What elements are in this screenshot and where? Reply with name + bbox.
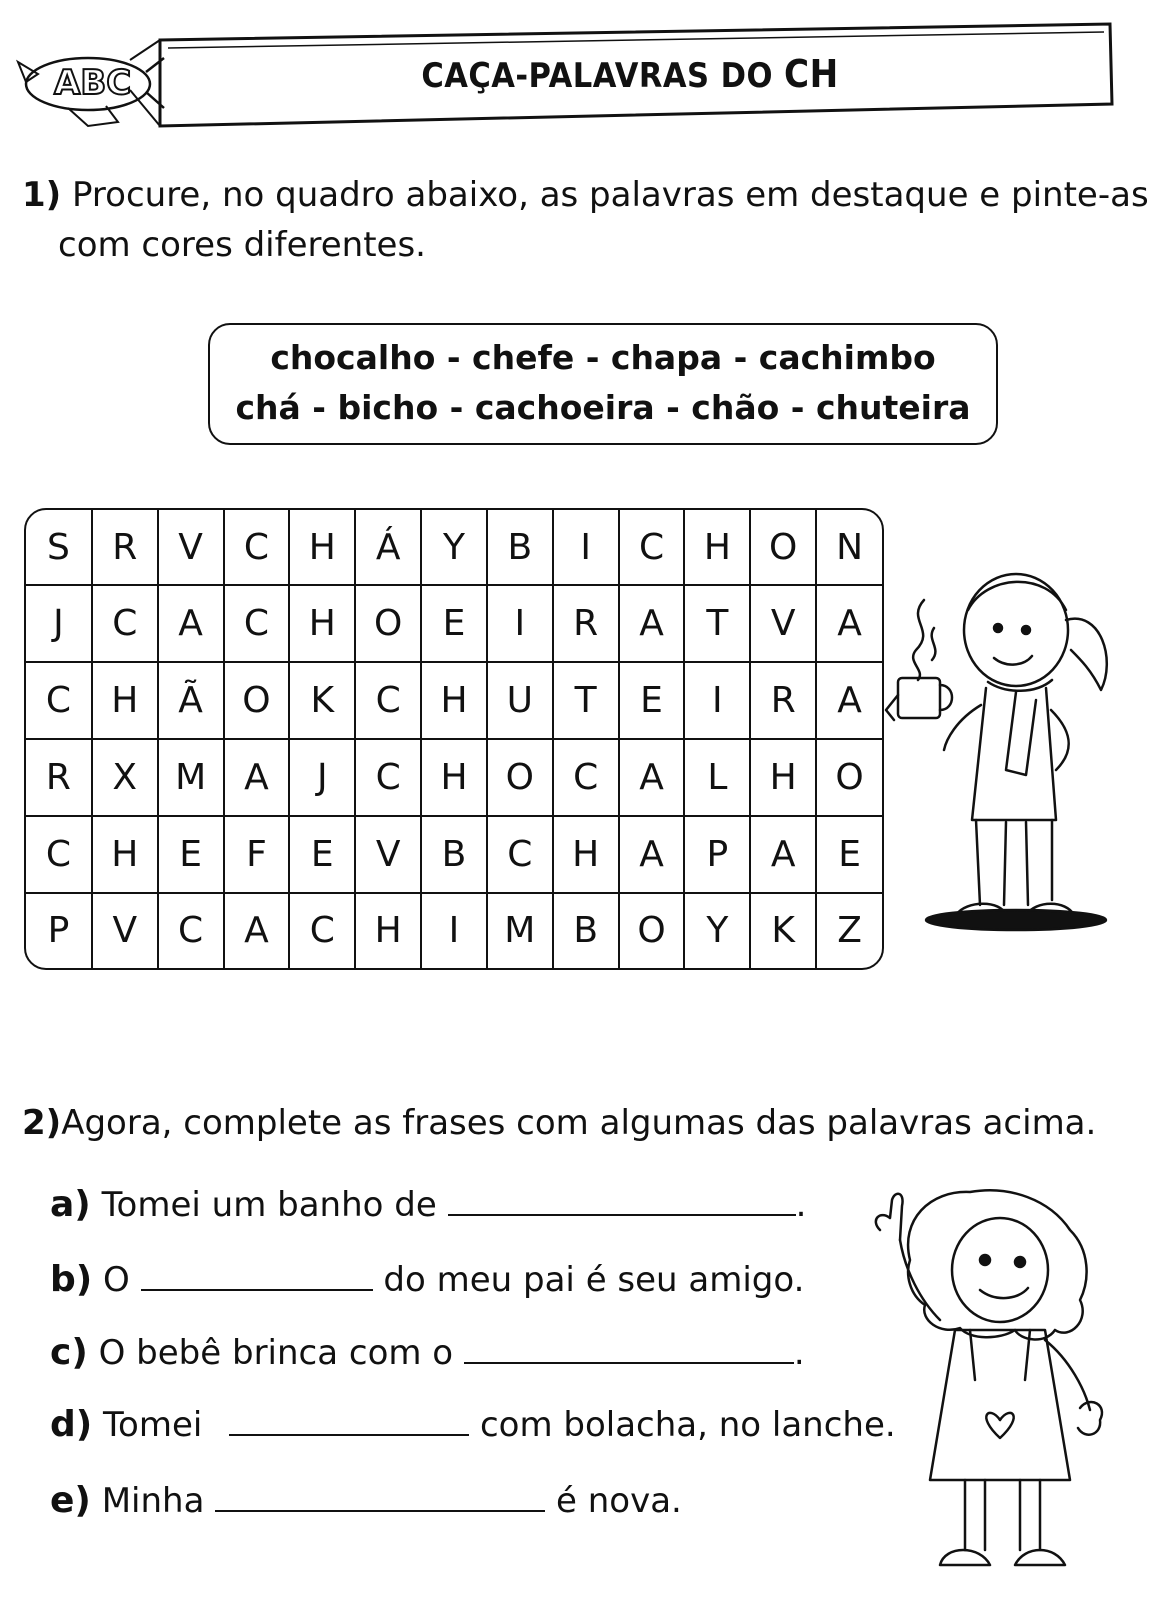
- grid-cell[interactable]: I: [684, 662, 750, 739]
- grid-cell[interactable]: C: [553, 739, 619, 816]
- grid-cell[interactable]: H: [421, 662, 487, 739]
- grid-cell[interactable]: C: [487, 816, 553, 893]
- grid-cell[interactable]: X: [92, 739, 158, 816]
- grid-cell[interactable]: I: [487, 585, 553, 662]
- word-list-line2: chá - bicho - cachoeira - chão - chuteira: [235, 388, 971, 427]
- sentence-text-before: O: [103, 1260, 141, 1300]
- grid-cell[interactable]: R: [92, 510, 158, 585]
- grid-cell[interactable]: A: [619, 739, 685, 816]
- grid-cell[interactable]: E: [158, 816, 224, 893]
- sentence-letter: b): [50, 1259, 93, 1300]
- grid-cell[interactable]: H: [92, 816, 158, 893]
- grid-cell[interactable]: N: [816, 510, 882, 585]
- grid-cell[interactable]: Á: [355, 510, 421, 585]
- grid-cell[interactable]: C: [355, 739, 421, 816]
- grid-cell[interactable]: Ã: [158, 662, 224, 739]
- grid-cell[interactable]: H: [750, 739, 816, 816]
- grid-cell[interactable]: V: [750, 585, 816, 662]
- grid-cell[interactable]: M: [487, 893, 553, 968]
- girl-pointing-illustration: [840, 1180, 1140, 1590]
- grid-cell[interactable]: A: [619, 585, 685, 662]
- grid-cell[interactable]: P: [26, 893, 92, 968]
- grid-cell[interactable]: H: [553, 816, 619, 893]
- sentence-text-after: .: [793, 1333, 805, 1373]
- word-search-table: [26, 510, 882, 968]
- grid-cell[interactable]: Y: [684, 893, 750, 968]
- grid-cell[interactable]: V: [355, 816, 421, 893]
- grid-cell[interactable]: C: [26, 816, 92, 893]
- grid-cell[interactable]: C: [619, 510, 685, 585]
- grid-cell[interactable]: Z: [816, 893, 882, 968]
- sentence-text-after: é nova.: [545, 1481, 682, 1521]
- word-list-box: [208, 323, 998, 445]
- grid-cell[interactable]: O: [355, 585, 421, 662]
- grid-cell[interactable]: A: [158, 585, 224, 662]
- grid-cell[interactable]: A: [816, 585, 882, 662]
- grid-cell[interactable]: M: [158, 739, 224, 816]
- sentence-letter: d): [50, 1404, 93, 1445]
- grid-cell[interactable]: O: [750, 510, 816, 585]
- grid-cell[interactable]: E: [619, 662, 685, 739]
- grid-cell[interactable]: A: [619, 816, 685, 893]
- sentence-c: [50, 1328, 805, 1378]
- grid-cell[interactable]: P: [684, 816, 750, 893]
- sentence-text-after: do meu pai é seu amigo.: [372, 1260, 805, 1300]
- sentence-letter: a): [50, 1184, 91, 1225]
- sentence-letter: e): [50, 1480, 91, 1521]
- grid-cell[interactable]: V: [158, 510, 224, 585]
- question-1-text-line2: com cores diferentes.: [58, 225, 426, 265]
- answer-blank[interactable]: [464, 1328, 794, 1364]
- question-1-number: 1): [22, 175, 62, 215]
- grid-row: [26, 510, 882, 585]
- grid-cell[interactable]: C: [158, 893, 224, 968]
- grid-cell[interactable]: H: [421, 739, 487, 816]
- grid-cell[interactable]: V: [92, 893, 158, 968]
- title-highlight: CH: [784, 52, 839, 96]
- grid-cell[interactable]: C: [355, 662, 421, 739]
- grid-cell[interactable]: R: [553, 585, 619, 662]
- abc-airplane-logo: [18, 22, 168, 132]
- grid-cell[interactable]: B: [487, 510, 553, 585]
- sentence-d: [50, 1400, 896, 1450]
- question-2: [22, 1098, 1096, 1148]
- grid-cell[interactable]: H: [684, 510, 750, 585]
- grid-cell[interactable]: T: [553, 662, 619, 739]
- grid-cell[interactable]: A: [224, 893, 290, 968]
- sentence-a: [50, 1180, 806, 1230]
- grid-cell[interactable]: C: [289, 893, 355, 968]
- sentence-letter: c): [50, 1332, 88, 1373]
- word-search-grid: [24, 508, 884, 970]
- grid-cell[interactable]: C: [224, 585, 290, 662]
- grid-cell[interactable]: R: [750, 662, 816, 739]
- grid-cell[interactable]: E: [289, 816, 355, 893]
- grid-cell[interactable]: C: [26, 662, 92, 739]
- question-2-text: Agora, complete as frases com algumas das palavras acima.: [61, 1103, 1097, 1143]
- sentence-text-before: Minha: [101, 1481, 216, 1521]
- grid-cell[interactable]: O: [619, 893, 685, 968]
- grid-cell[interactable]: S: [26, 510, 92, 585]
- grid-cell[interactable]: O: [224, 662, 290, 739]
- girl-with-cup-illustration: [876, 570, 1146, 950]
- sentence-text-after: .: [795, 1185, 807, 1225]
- grid-cell[interactable]: I: [421, 893, 487, 968]
- grid-row: [26, 662, 882, 739]
- grid-cell[interactable]: L: [684, 739, 750, 816]
- grid-cell[interactable]: J: [289, 739, 355, 816]
- grid-cell[interactable]: A: [750, 816, 816, 893]
- grid-cell[interactable]: F: [224, 816, 290, 893]
- logo-text: ABC: [54, 63, 132, 103]
- answer-blank[interactable]: [448, 1180, 796, 1216]
- sentence-text-before: O bebê brinca com o: [98, 1333, 464, 1373]
- answer-blank[interactable]: [215, 1476, 545, 1512]
- question-1: [22, 170, 1162, 270]
- sentence-b: [50, 1255, 804, 1305]
- question-2-number: 2): [22, 1103, 62, 1143]
- grid-cell[interactable]: H: [92, 662, 158, 739]
- page-title: [360, 52, 900, 96]
- title-main: CAÇA-PALAVRAS DO: [421, 56, 785, 96]
- grid-cell[interactable]: E: [421, 585, 487, 662]
- grid-row: [26, 816, 882, 893]
- grid-cell[interactable]: K: [750, 893, 816, 968]
- word-list-line1: chocalho - chefe - chapa - cachimbo: [270, 338, 936, 377]
- grid-cell[interactable]: O: [816, 739, 882, 816]
- grid-cell[interactable]: E: [816, 816, 882, 893]
- grid-cell[interactable]: K: [289, 662, 355, 739]
- grid-cell[interactable]: R: [26, 739, 92, 816]
- answer-blank[interactable]: [141, 1255, 373, 1291]
- sentence-text-before: Tomei: [103, 1405, 214, 1445]
- question-1-text-line1: Procure, no quadro abaixo, as palavras em destaque e pinte-as: [72, 175, 1149, 215]
- grid-cell[interactable]: C: [224, 510, 290, 585]
- grid-cell[interactable]: U: [487, 662, 553, 739]
- grid-cell[interactable]: A: [224, 739, 290, 816]
- grid-cell[interactable]: T: [684, 585, 750, 662]
- grid-cell[interactable]: B: [421, 816, 487, 893]
- grid-row: [26, 739, 882, 816]
- sentence-e: [50, 1476, 682, 1526]
- grid-cell[interactable]: B: [553, 893, 619, 968]
- grid-cell[interactable]: C: [92, 585, 158, 662]
- grid-row: [26, 893, 882, 968]
- grid-cell[interactable]: H: [289, 585, 355, 662]
- grid-cell[interactable]: J: [26, 585, 92, 662]
- grid-cell[interactable]: H: [355, 893, 421, 968]
- grid-cell[interactable]: A: [816, 662, 882, 739]
- grid-cell[interactable]: O: [487, 739, 553, 816]
- grid-cell[interactable]: I: [553, 510, 619, 585]
- sentence-text-before: Tomei um banho de: [101, 1185, 448, 1225]
- grid-cell[interactable]: Y: [421, 510, 487, 585]
- grid-cell[interactable]: H: [289, 510, 355, 585]
- sentence-text-after: com bolacha, no lanche.: [469, 1405, 896, 1445]
- answer-blank[interactable]: [229, 1400, 469, 1436]
- grid-row: [26, 585, 882, 662]
